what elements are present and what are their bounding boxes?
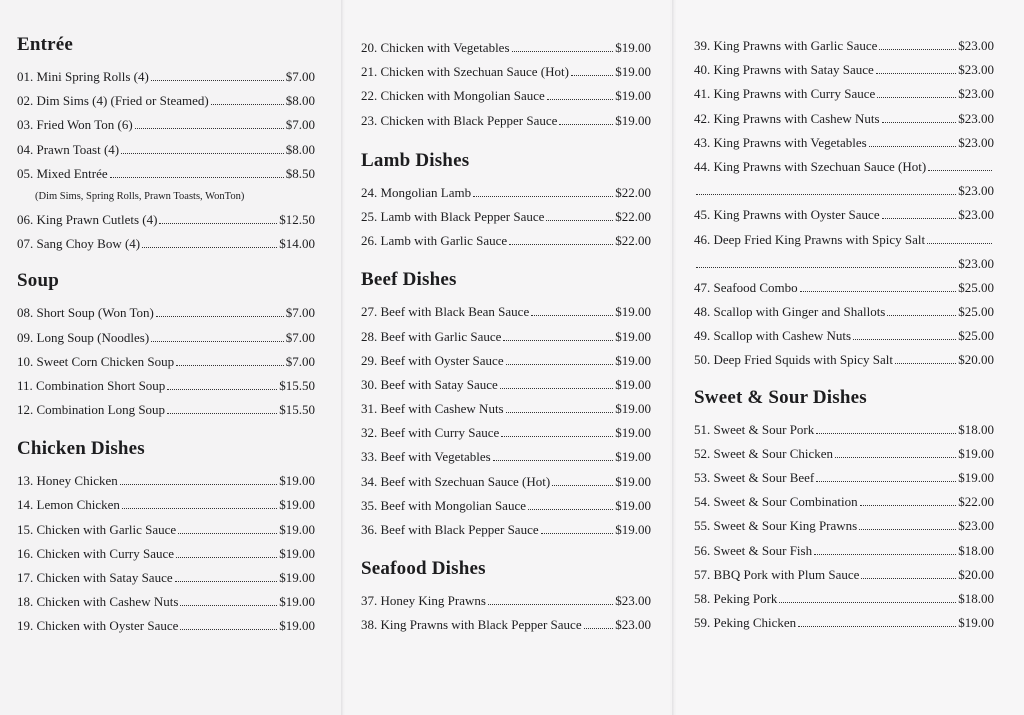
leader-dots bbox=[506, 412, 614, 413]
leader-dots bbox=[135, 128, 284, 129]
menu-item bbox=[17, 138, 315, 162]
item-name: 40. King Prawns with Satay Sauce bbox=[694, 62, 874, 78]
item-name: 53. Sweet & Sour Beef bbox=[694, 470, 815, 485]
menu-item bbox=[17, 208, 315, 232]
leader-dots bbox=[120, 484, 278, 485]
menu-section bbox=[17, 270, 340, 422]
item-name: 31. Beef with Cashew Nuts bbox=[361, 401, 504, 417]
leader-dots bbox=[500, 388, 613, 389]
menu-item bbox=[17, 350, 315, 374]
item-name: 48. Scallop with Ginger and Shallots bbox=[694, 304, 886, 320]
leader-dots bbox=[927, 243, 992, 244]
menu-item bbox=[694, 348, 994, 372]
item-name: 46. Deep Fried King Prawns with Spicy Salt bbox=[694, 231, 926, 247]
item-price: $19.00 bbox=[615, 522, 651, 537]
leader-dots bbox=[571, 75, 613, 76]
leader-dots bbox=[816, 433, 956, 434]
menu-item bbox=[694, 514, 994, 538]
leader-dots bbox=[696, 267, 956, 268]
leader-dots bbox=[175, 581, 278, 582]
leader-dots bbox=[178, 533, 277, 534]
leader-dots bbox=[509, 244, 613, 245]
leader-dots bbox=[159, 223, 277, 224]
item-price: $19.00 bbox=[615, 64, 651, 80]
leader-dots bbox=[528, 509, 613, 510]
item-price: $19.00 bbox=[615, 112, 651, 128]
item-name: 05. Mixed Entrée bbox=[17, 165, 108, 181]
menu-item bbox=[694, 131, 994, 155]
item-price: $23.00 bbox=[958, 38, 994, 53]
menu-item bbox=[361, 613, 651, 637]
section-heading: Entrée bbox=[17, 34, 74, 55]
leader-dots bbox=[110, 177, 284, 178]
item-name: 51. Sweet & Sour Pork bbox=[694, 421, 815, 437]
item-name: 37. Honey King Prawns bbox=[361, 593, 486, 609]
menu-item bbox=[694, 324, 994, 348]
menu-item bbox=[694, 107, 994, 131]
item-name: 52. Sweet & Sour Chicken bbox=[694, 445, 834, 461]
menu-item bbox=[361, 397, 651, 421]
item-price: $19.00 bbox=[615, 328, 651, 344]
item-name: 43. King Prawns with Vegetables bbox=[694, 134, 867, 150]
item-price: $19.00 bbox=[279, 570, 315, 585]
item-price: $7.00 bbox=[285, 305, 315, 321]
menu-item bbox=[694, 34, 994, 58]
menu-item bbox=[694, 276, 994, 300]
item-name: 55. Sweet & Sour King Prawns bbox=[694, 518, 858, 534]
item-price: $19.00 bbox=[279, 521, 315, 537]
leader-dots bbox=[121, 153, 284, 154]
menu-item bbox=[694, 155, 994, 179]
item-price: $7.00 bbox=[285, 329, 315, 345]
item-price: $23.00 bbox=[958, 207, 994, 223]
leader-dots bbox=[512, 51, 614, 52]
leader-dots bbox=[882, 122, 957, 123]
menu-item bbox=[361, 325, 651, 349]
menu-item bbox=[694, 203, 994, 227]
section-heading: Beef Dishes bbox=[361, 269, 457, 291]
menu-item bbox=[694, 563, 994, 587]
menu-section bbox=[361, 36, 670, 133]
item-price: $22.00 bbox=[615, 233, 651, 249]
leader-dots bbox=[503, 340, 613, 341]
menu-item bbox=[361, 518, 651, 542]
item-name: 11. Combination Short Soup bbox=[17, 377, 166, 393]
menu-item bbox=[361, 205, 651, 229]
leader-dots bbox=[156, 316, 284, 317]
leader-dots bbox=[488, 604, 613, 605]
item-price: $14.00 bbox=[279, 236, 315, 252]
menu-column-1 bbox=[0, 0, 340, 715]
menu-item bbox=[361, 36, 651, 60]
leader-dots bbox=[151, 80, 284, 81]
item-price: $19.00 bbox=[615, 425, 651, 441]
leader-dots bbox=[473, 196, 613, 197]
menu-item bbox=[17, 113, 315, 137]
menu-item bbox=[361, 229, 651, 253]
item-name: 07. Sang Choy Bow (4) bbox=[17, 236, 141, 252]
menu-column-3 bbox=[676, 0, 1024, 715]
item-name: 16. Chicken with Curry Sauce bbox=[17, 545, 175, 561]
menu-item bbox=[694, 228, 994, 252]
item-price: $7.00 bbox=[285, 353, 315, 369]
leader-dots bbox=[180, 605, 277, 606]
item-price: $25.00 bbox=[958, 328, 994, 344]
item-price: $23.00 bbox=[958, 518, 994, 534]
item-name: 44. King Prawns with Szechuan Sauce (Hot) bbox=[694, 158, 927, 174]
menu-item bbox=[694, 466, 994, 490]
menu-item bbox=[17, 469, 315, 493]
item-price: $18.00 bbox=[958, 590, 994, 606]
item-name: 22. Chicken with Mongolian Sauce bbox=[361, 88, 545, 104]
menu-item bbox=[17, 65, 315, 89]
menu-item-continuation bbox=[694, 179, 994, 203]
item-price: $19.00 bbox=[958, 470, 994, 485]
menu-item bbox=[17, 614, 315, 638]
item-price: $19.00 bbox=[615, 376, 651, 392]
item-price: $19.00 bbox=[615, 304, 651, 320]
menu-section bbox=[17, 438, 340, 638]
item-name: 10. Sweet Corn Chicken Soup bbox=[17, 353, 175, 369]
menu-item bbox=[17, 326, 315, 350]
item-name: 13. Honey Chicken bbox=[17, 473, 118, 489]
item-name: 27. Beef with Black Bean Sauce bbox=[361, 304, 530, 320]
item-name: 08. Short Soup (Won Ton) bbox=[17, 305, 154, 321]
item-name: 20. Chicken with Vegetables bbox=[361, 40, 510, 55]
item-price: $19.00 bbox=[615, 449, 651, 465]
menu-section bbox=[17, 34, 340, 256]
leader-dots bbox=[547, 99, 613, 100]
item-name: 04. Prawn Toast (4) bbox=[17, 141, 120, 157]
item-price: $23.00 bbox=[958, 62, 994, 78]
item-price: $8.00 bbox=[285, 93, 315, 109]
leader-dots bbox=[895, 363, 956, 364]
leader-dots bbox=[814, 554, 956, 555]
menu-item bbox=[361, 470, 651, 494]
leader-dots bbox=[816, 481, 956, 482]
menu-item bbox=[361, 373, 651, 397]
section-heading: Lamb Dishes bbox=[361, 149, 470, 171]
item-price: $22.00 bbox=[615, 208, 651, 224]
leader-dots bbox=[552, 485, 613, 486]
menu-section bbox=[361, 269, 670, 542]
item-price: $7.00 bbox=[285, 117, 315, 133]
leader-dots bbox=[167, 413, 277, 414]
menu-section bbox=[361, 558, 670, 637]
leader-dots bbox=[493, 460, 614, 461]
menu-item bbox=[17, 493, 315, 517]
menu-item bbox=[361, 445, 651, 469]
section-heading: Sweet & Sour Dishes bbox=[694, 386, 867, 408]
item-price: $7.00 bbox=[285, 69, 315, 84]
leader-dots bbox=[167, 389, 277, 390]
item-price: $23.00 bbox=[958, 134, 994, 150]
item-name: 58. Peking Pork bbox=[694, 590, 778, 606]
item-price: $25.00 bbox=[958, 279, 994, 295]
menu-item bbox=[361, 181, 651, 205]
item-price: $15.50 bbox=[279, 402, 315, 418]
leader-dots bbox=[853, 339, 956, 340]
item-name: 56. Sweet & Sour Fish bbox=[694, 542, 813, 558]
leader-dots bbox=[506, 364, 614, 365]
menu-item bbox=[361, 60, 651, 84]
menu-item bbox=[17, 542, 315, 566]
item-price: $19.00 bbox=[615, 401, 651, 417]
item-name: 50. Deep Fried Squids with Spicy Salt bbox=[694, 352, 893, 368]
item-price: $15.50 bbox=[279, 377, 315, 393]
item-name: 35. Beef with Mongolian Sauce bbox=[361, 497, 526, 513]
item-name: 47. Seafood Combo bbox=[694, 279, 798, 295]
menu-item bbox=[694, 442, 994, 466]
menu-item bbox=[17, 518, 315, 542]
item-price: $19.00 bbox=[615, 40, 651, 55]
item-name: 21. Chicken with Szechuan Sauce (Hot) bbox=[361, 64, 569, 80]
item-name: 28. Beef with Garlic Sauce bbox=[361, 328, 502, 344]
menu-item bbox=[694, 539, 994, 563]
leader-dots bbox=[861, 578, 956, 579]
leader-dots bbox=[887, 315, 956, 316]
leader-dots bbox=[151, 341, 284, 342]
menu-column-2 bbox=[345, 0, 670, 715]
item-price: $22.00 bbox=[958, 494, 994, 510]
item-name: 02. Dim Sims (4) (Fried or Steamed) bbox=[17, 93, 209, 109]
leader-dots bbox=[546, 220, 613, 221]
item-name: 38. King Prawns with Black Pepper Sauce bbox=[361, 617, 582, 633]
item-name: 54. Sweet & Sour Combination bbox=[694, 494, 858, 510]
menu-item bbox=[694, 611, 994, 635]
menu-item bbox=[361, 589, 651, 613]
item-name: 24. Mongolian Lamb bbox=[361, 184, 472, 200]
item-price: $18.00 bbox=[958, 421, 994, 437]
item-name: 49. Scallop with Cashew Nuts bbox=[694, 328, 852, 344]
leader-dots bbox=[835, 457, 956, 458]
menu-section bbox=[694, 387, 1024, 636]
leader-dots bbox=[859, 529, 956, 530]
leader-dots bbox=[531, 315, 613, 316]
item-name: 32. Beef with Curry Sauce bbox=[361, 425, 500, 441]
item-name: 03. Fried Won Ton (6) bbox=[17, 117, 133, 133]
menu-item bbox=[17, 162, 315, 186]
leader-dots bbox=[798, 626, 956, 627]
item-price: $20.00 bbox=[958, 352, 994, 368]
item-name: 09. Long Soup (Noodles) bbox=[17, 329, 150, 345]
leader-dots bbox=[559, 124, 613, 125]
menu-item bbox=[361, 300, 651, 324]
item-name: 14. Lemon Chicken bbox=[17, 497, 120, 513]
menu-item bbox=[694, 300, 994, 324]
item-name: 15. Chicken with Garlic Sauce bbox=[17, 521, 177, 537]
leader-dots bbox=[877, 97, 956, 98]
section-heading: Chicken Dishes bbox=[17, 438, 145, 460]
menu-item bbox=[694, 587, 994, 611]
menu-item bbox=[17, 89, 315, 113]
item-price: $20.00 bbox=[958, 566, 994, 582]
page-fold bbox=[341, 0, 344, 715]
item-price: $19.00 bbox=[279, 473, 315, 489]
item-name: 25. Lamb with Black Pepper Sauce bbox=[361, 208, 545, 224]
leader-dots bbox=[928, 170, 992, 171]
item-price: $19.00 bbox=[958, 615, 994, 631]
menu-item bbox=[694, 490, 994, 514]
menu-item bbox=[17, 566, 315, 590]
item-price: $12.50 bbox=[279, 211, 315, 227]
item-price: $19.00 bbox=[615, 497, 651, 513]
item-name: 34. Beef with Szechuan Sauce (Hot) bbox=[361, 473, 551, 489]
menu-item bbox=[17, 398, 315, 422]
menu-item bbox=[694, 82, 994, 106]
item-name: 42. King Prawns with Cashew Nuts bbox=[694, 110, 880, 126]
menu-item bbox=[17, 232, 315, 256]
item-price: $25.00 bbox=[958, 304, 994, 320]
item-price: $23.00 bbox=[958, 255, 994, 271]
section-heading: Soup bbox=[17, 270, 60, 292]
item-price: $19.00 bbox=[279, 594, 315, 610]
menu-item bbox=[17, 590, 315, 614]
menu-item bbox=[17, 301, 315, 325]
leader-dots bbox=[122, 508, 277, 509]
item-name: 06. King Prawn Cutlets (4) bbox=[17, 211, 158, 227]
item-price: $22.00 bbox=[615, 184, 651, 200]
item-name: 12. Combination Long Soup bbox=[17, 402, 166, 418]
leader-dots bbox=[800, 291, 957, 292]
leader-dots bbox=[882, 218, 957, 219]
item-name: 19. Chicken with Oyster Sauce bbox=[17, 618, 179, 634]
leader-dots bbox=[501, 436, 613, 437]
item-name: 59. Peking Chicken bbox=[694, 615, 797, 631]
item-price: $23.00 bbox=[958, 86, 994, 102]
leader-dots bbox=[176, 557, 277, 558]
item-name: 01. Mini Spring Rolls (4) bbox=[17, 69, 149, 84]
item-name: 23. Chicken with Black Pepper Sauce bbox=[361, 112, 558, 128]
item-name: 17. Chicken with Satay Sauce bbox=[17, 570, 173, 585]
section-heading: Seafood Dishes bbox=[361, 558, 486, 580]
menu-item-continuation bbox=[694, 252, 994, 276]
menu-item bbox=[361, 421, 651, 445]
menu-item bbox=[694, 418, 994, 442]
item-price: $23.00 bbox=[615, 593, 651, 609]
item-name: 39. King Prawns with Garlic Sauce bbox=[694, 38, 878, 53]
leader-dots bbox=[211, 104, 284, 105]
item-name: 33. Beef with Vegetables bbox=[361, 449, 491, 465]
item-price: $19.00 bbox=[279, 545, 315, 561]
item-name: 30. Beef with Satay Sauce bbox=[361, 376, 498, 392]
page-fold bbox=[672, 0, 675, 715]
item-price: $23.00 bbox=[958, 110, 994, 126]
menu-item bbox=[694, 58, 994, 82]
item-price: $23.00 bbox=[958, 183, 994, 199]
item-price: $19.00 bbox=[615, 352, 651, 368]
item-price: $8.50 bbox=[285, 165, 315, 181]
item-name: 41. King Prawns with Curry Sauce bbox=[694, 86, 876, 102]
item-price: $19.00 bbox=[279, 497, 315, 513]
menu-item bbox=[17, 374, 315, 398]
leader-dots bbox=[176, 365, 284, 366]
item-note: (Dim Sims, Spring Rolls, Prawn Toasts, WonTon) bbox=[35, 190, 245, 202]
item-name: 26. Lamb with Garlic Sauce bbox=[361, 233, 508, 249]
leader-dots bbox=[876, 73, 956, 74]
item-name: 57. BBQ Pork with Plum Sauce bbox=[694, 566, 860, 582]
item-price: $19.00 bbox=[615, 88, 651, 104]
leader-dots bbox=[142, 247, 277, 248]
leader-dots bbox=[696, 194, 956, 195]
leader-dots bbox=[869, 146, 957, 147]
menu-item bbox=[361, 494, 651, 518]
item-price: $18.00 bbox=[958, 542, 994, 558]
item-name: 36. Beef with Black Pepper Sauce bbox=[361, 522, 539, 537]
item-name: 45. King Prawns with Oyster Sauce bbox=[694, 207, 880, 223]
leader-dots bbox=[180, 629, 277, 630]
leader-dots bbox=[779, 602, 956, 603]
item-price: $8.00 bbox=[285, 141, 315, 157]
item-price: $19.00 bbox=[615, 473, 651, 489]
leader-dots bbox=[879, 49, 956, 50]
leader-dots bbox=[541, 533, 614, 534]
menu-item bbox=[361, 349, 651, 373]
item-name: 29. Beef with Oyster Sauce bbox=[361, 352, 504, 368]
item-name: 18. Chicken with Cashew Nuts bbox=[17, 594, 179, 610]
menu-section bbox=[694, 34, 1024, 373]
menu-item bbox=[361, 109, 651, 133]
item-price: $23.00 bbox=[615, 617, 651, 633]
leader-dots bbox=[584, 628, 614, 629]
item-price: $19.00 bbox=[279, 618, 315, 634]
leader-dots bbox=[860, 505, 957, 506]
menu-section bbox=[361, 150, 670, 254]
menu-item bbox=[361, 84, 651, 108]
item-price: $19.00 bbox=[958, 445, 994, 461]
